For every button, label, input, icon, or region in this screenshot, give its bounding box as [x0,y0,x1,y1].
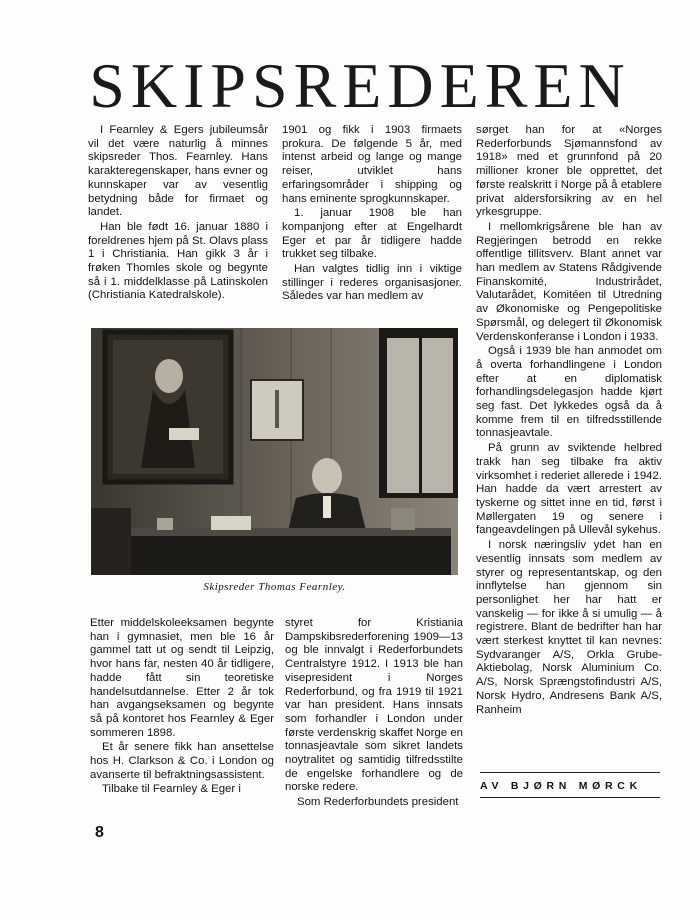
article-title: SKIPSREDEREN [89,50,631,121]
paragraph: Også i 1939 ble han anmodet om å overta forhandlingene i London efter at en diplomatisk forhandlingsdelegasjon hadde kjørt seg fast. Det lykkedes også da å komme frem til en tilfredsstillende tonnasjeavtale. [476,345,662,440]
paragraph: 1901 og fikk i 1903 firmaets prokura. De følgende 5 år, med intenst arbeid og lange og mange reiser, utviklet hans erfaringsområder i shipping og hans eminente sprogkunnskaper. [282,124,462,205]
paragraph: Han valgtes tidlig inn i viktige stillinger i rederes organisasjoner. Således var han medlem av [282,263,462,303]
paragraph: I norsk næringsliv ydet han en vesentlig innsats som medlem av styrer og representantskap, og den innflytelse han gjennom sin personlighet her har hatt er vanskelig — for ikke å si umulig — å registrere. Blant de bedrifter han har vært sterkest knyttet til kan nevnes: Sydvaranger A/S, Orkla Grube-Aktiebolag, Norsk Aluminium Co. A/S, Norsk Sprængstofindustri A/S, Norsk Hydro, Andresens Bank A/S, Ranheim [476,539,662,716]
text-column-3 [476,124,662,718]
paragraph: Etter middelskoleeksamen begynte han i gymnasiet, men ble 16 år gammel tatt ut og sendt til Leipzig, hvor hans far, nesten 40 år tidligere, hadde fått sin teoretiske handelsutdannelse. Etter 2 år tok han avgangseksamen og begynte så på kontoret hos Fearnley & Eger sommeren 1898. [90,617,274,739]
text-column-2 [282,124,462,305]
text-column-5 [285,617,463,811]
paragraph: 1. januar 1908 ble han kompanjong efter at Engelhardt Eger et par år tidligere hadde trukket seg tilbake. [282,207,462,261]
paragraph: styret for Kristiania Dampskibsrederforening 1909—13 og ble innvalgt i Rederforbundets Centralstyre 1912. I 1913 ble han visepresident i Norges Rederforbund, og fra 1919 til 1921 var han president. Hans innsats som forhandler i London under første verdenskrig skaffet Norge en tonnasjeavtale som sikret landets noytralitet og samtidig tilfredsstilte de engelske forhandlere og de norske redere. [285,617,463,794]
paragraph: Som Rederforbundets president [297,796,459,809]
paragraph: Tilbake til Fearnley & Eger i [102,783,241,796]
page-number: 8 [95,824,104,841]
photo-caption: Skipsreder Thomas Fearnley. [203,581,346,593]
text-column-4 [90,617,274,798]
paragraph: sørget han for at «Norges Rederforbunds Sjømannsfond av 1918» med et grunnfond på 20 millioner kroner ble opprettet, det første realskritt i Norge på å etablere privat aldersforsikring av en hel yrkesgruppe. [476,124,662,219]
byline-rule-bottom [480,797,660,798]
paragraph: På grunn av sviktende helbred trakk han seg tilbake fra aktiv virksomhet i rederiet allerede i 1942. Han hadde da vært arrestert av tyskerne og sittet inne en tid, først i Møllergaten 19 og senere i fangeavdelingen på Ullevål sykehus. [476,442,662,537]
portrait-photo [91,328,458,575]
paragraph: I Fearnley & Egers jubileumsår vil det være naturlig å minnes skipsreder Thos. Fearnley. Hans karakteregenskaper, hans evner og kunnskaper var av vesentlig betydning både for firmaet og landet. [88,124,268,219]
text-column-1 [88,124,268,304]
office-photo-illustration [91,328,458,575]
byline-rule-top [480,772,660,773]
paragraph: Et år senere fikk han ansettelse hos H. Clarkson & Co. i London og avanserte til befraktningsassistent. [90,741,274,781]
paragraph: Han ble født 16. januar 1880 i foreldrenes hjem på St. Olavs plass 1 i Christiania. Han gikk 3 år i frøken Thomles skole og begynte så i 1. middelklasse på Latinskolen (Christiania Katedralskole). [88,220,268,302]
paragraph: I mellomkrigsårene ble han av Regjeringen betrodd en rekke offentlige tillitsverv. Blant annet var han medlem av Statens Rådgivende Finanskomité, Industrirådet, Valutarådet, Komitéen til Utredning av Økonomiske og Pengepolitiske Spørsmål, og delegert til Økonomisk Verdenskonferanse i London i 1933. [476,220,662,343]
author-byline: AV BJØRN MØRCK [480,780,642,792]
